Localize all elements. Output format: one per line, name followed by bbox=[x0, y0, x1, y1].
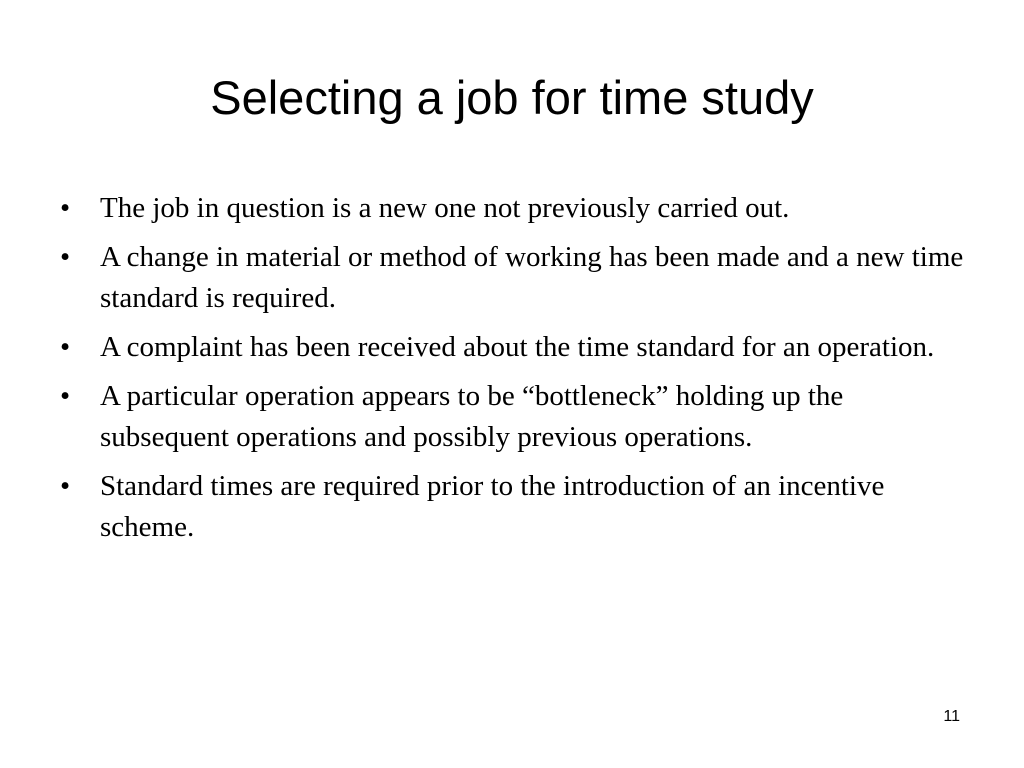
bullet-text: Standard times are required prior to the introduction of an incentive scheme. bbox=[100, 470, 885, 543]
bullet-list bbox=[58, 188, 978, 556]
page-number: 11 bbox=[943, 708, 960, 725]
bullet-text: A complaint has been received about the time standard for an operation. bbox=[100, 331, 935, 363]
slide-title: Selecting a job for time study bbox=[210, 71, 814, 124]
bullet-text: A particular operation appears to be “bottleneck” holding up the subsequent operations and possibly previous operations. bbox=[100, 380, 844, 453]
bullet-icon: • bbox=[60, 380, 71, 412]
bullet-item-3 bbox=[58, 327, 978, 368]
bullet-item-4 bbox=[58, 376, 978, 458]
bullet-icon: • bbox=[60, 241, 71, 273]
bullet-icon: • bbox=[60, 470, 71, 502]
bullet-item-1 bbox=[58, 188, 978, 229]
bullet-item-2 bbox=[58, 237, 978, 319]
bullet-item-5 bbox=[58, 466, 978, 548]
bullet-icon: • bbox=[60, 331, 71, 363]
bullet-text: The job in question is a new one not previously carried out. bbox=[100, 192, 790, 224]
bullet-text: A change in material or method of working has been made and a new time standard is required. bbox=[100, 241, 964, 314]
bullet-icon: • bbox=[60, 192, 71, 224]
